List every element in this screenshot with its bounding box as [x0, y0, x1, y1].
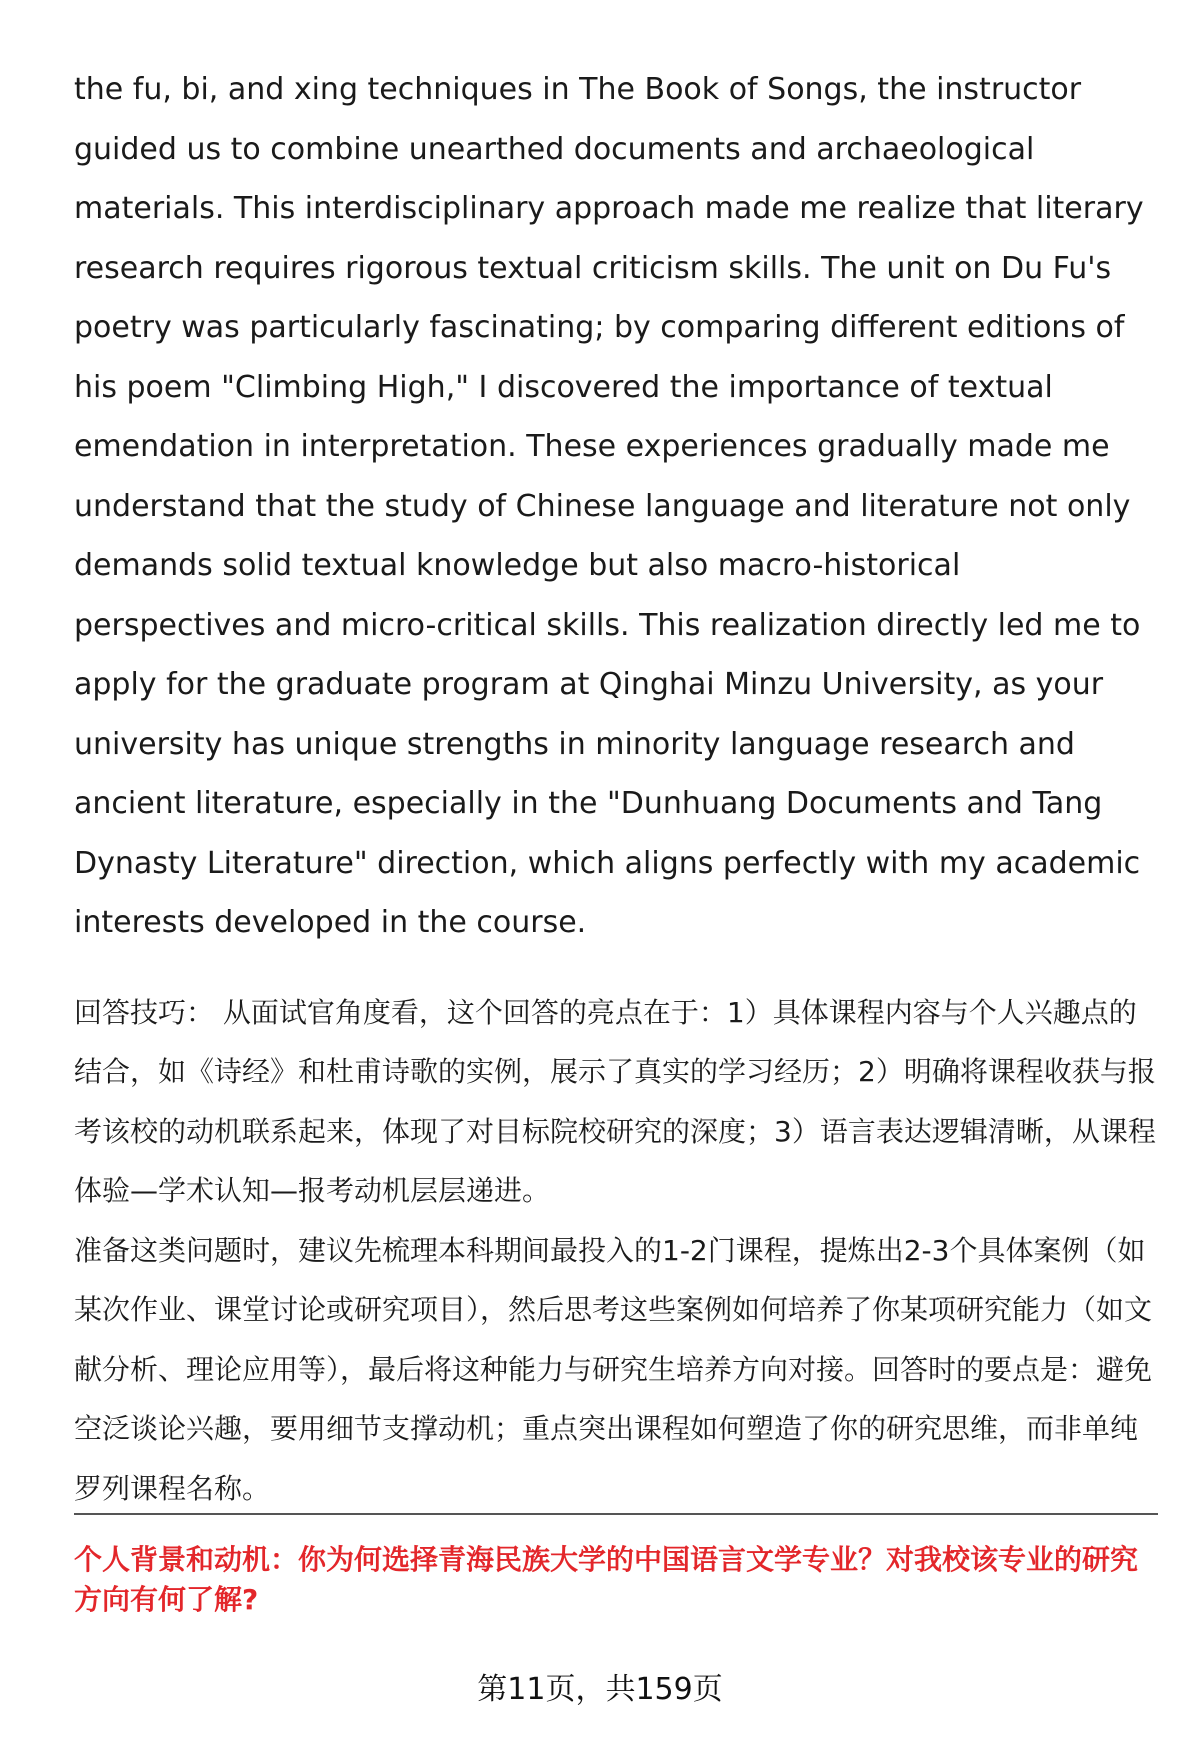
answer-paragraph: the fu, bi, and xing techniques in The Book of Songs, the instructor guided us to combine unearthed documents and archaeological materials. This interdisciplinary approach made me realize that literary research requires rigorous textual criticism skills. The unit on Du Fu's poetry was particularly fascinating; by comparing different editions of his poem "Climbing High," I discovered the importance of textual emendation in interpretation. These experiences gradually made me understand that the study of Chinese language and literature not only demands solid textual knowledge but also macro-historical perspectives and micro-critical skills. This realization directly led me to apply for the graduate program at Qinghai Minzu University, as your university has unique strengths in minority language research and ancient literature, especially in the "Dunhuang Documents and Tang Dynasty Literature" direction, which aligns perfectly with my academic interests developed in the course. [74, 72, 1144, 940]
document-body [74, 60, 1159, 1518]
page-number: 第11页，共159页 [477, 1672, 723, 1707]
tips-paragraph-1: 回答技巧： 从面试官角度看，这个回答的亮点在于：1）具体课程内容与个人兴趣点的结合，如《诗经》和杜甫诗歌的实例，展示了真实的学习经历；2）明确将课程收获与报考该校的动机联系起来，体现了对目标院校研究的深度；3）语言表达逻辑清晰，从课程体验—学术认知—报考动机层层递进。 [74, 995, 1156, 1207]
next-question-heading: 个人背景和动机：你为何选择青海民族大学的中国语言文学专业？对我校该专业的研究方向有何了解? [74, 1543, 1139, 1616]
page-footer [0, 1670, 1200, 1710]
tips-paragraph-2: 准备这类问题时，建议先梳理本科期间最投入的1-2门课程，提炼出2-3个具体案例（如某次作业、课堂讨论或研究项目），然后思考这些案例如何培养了你某项研究能力（如文献分析、理论应用等），最后将这种能力与研究生培养方向对接。回答时的要点是：避免空泛谈论兴趣，要用细节支撑动机；重点突出课程如何塑造了你的研究思维，而非单纯罗列课程名称。 [74, 1233, 1153, 1505]
answer-tips [74, 983, 1159, 1519]
section-divider [74, 1513, 1158, 1515]
